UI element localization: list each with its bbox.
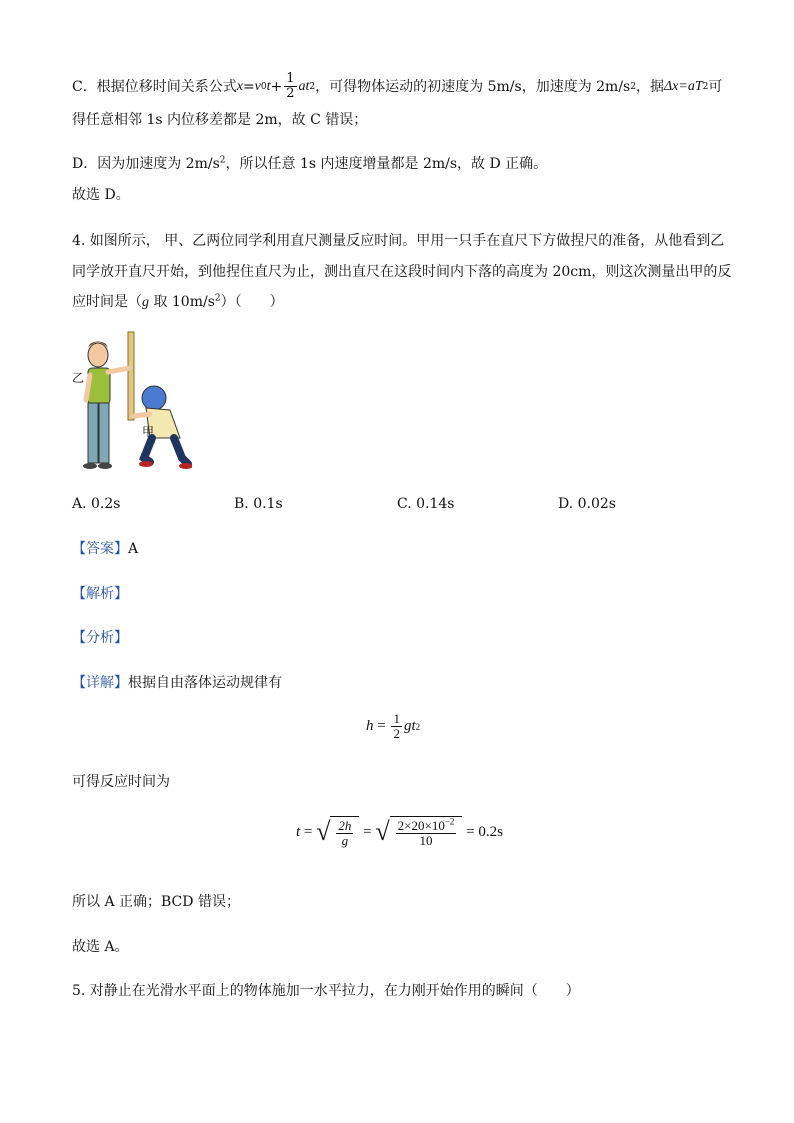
option-c-line1: C．根据位移时间关系公式 x = v 0 t + $\frac{1}{2}$ at 2 ，可得物体运动的初速度为 5m/s，加速度为 2m/s 2 ，据 Δx=aT 2 可	[72, 71, 723, 101]
ruler	[128, 332, 134, 420]
person-yi	[83, 342, 130, 470]
detail-tag: 【详解】	[72, 675, 128, 691]
choice-d: D. 0.02s	[558, 496, 616, 512]
label-yi: 乙	[72, 371, 85, 385]
conclusion-line2: 故选 A。	[72, 939, 129, 955]
answer-line	[72, 539, 138, 559]
conclusion-line1: 所以 A 正确；BCD 错误；	[72, 894, 240, 910]
answer-tag: 【答案】	[72, 541, 128, 557]
option-c-line2: 得任意相邻 1s 内位移差都是 2m，故 C 错误；	[72, 112, 368, 128]
option-d-conclusion: 故选 D。	[72, 187, 130, 203]
choice-c: C. 0.14s	[397, 496, 455, 512]
detail-line: 【详解】根据自由落体运动规律有	[72, 675, 282, 691]
analysis-tag: 【解析】	[72, 586, 128, 602]
choice-b: B. 0.1s	[234, 496, 283, 512]
choice-a: A. 0.2s	[72, 496, 121, 512]
q4-line3: 应时间是（g 取 $10m/s^2$）（ ）	[72, 293, 284, 310]
fraction-one-half: $\frac{1}{2}$	[286, 71, 295, 101]
equation-reaction-time: t = √ $\frac{2h}{g}$ = √ $\frac{2\times 20\times 10^{-2}}{10}$ = 0.2s	[296, 816, 503, 848]
option-d-line1: D．因为加速度为 $2m/s^2$，所以任意 1s 内速度增量都是 2m/s，故 D 正确。	[72, 155, 548, 172]
reaction-time-text: 可得反应时间为	[72, 774, 170, 790]
sqrt-numeric: √ $\frac{2\times 20\times 10^{-2}}{10}$	[375, 816, 462, 848]
label-jia: 甲	[142, 425, 155, 439]
q4-line1: 4. 如图所示， 甲、乙两位同学利用直尺测量反应时间。甲用一只手在直尺下方做捏尺的准备，从他看到乙	[72, 233, 725, 249]
equation-free-fall: h = $\frac{1}{2}$ gt 2	[366, 711, 421, 741]
q5-line1: 5. 对静止在光滑水平面上的物体施加一水平拉力，在力刚开始作用的瞬间（ ）	[72, 983, 580, 999]
answer-value: A	[128, 541, 139, 557]
fenxi-tag: 【分析】	[72, 630, 128, 646]
reaction-time-illustration	[70, 330, 192, 472]
q4-line2: 同学放开直尺开始，到他捏住直尺为止，测出直尺在这段时间内下落的高度为 20cm，则这次测量出甲的反	[72, 264, 732, 280]
sqrt-symbolic: √ $\frac{2h}{g}$	[316, 816, 359, 848]
